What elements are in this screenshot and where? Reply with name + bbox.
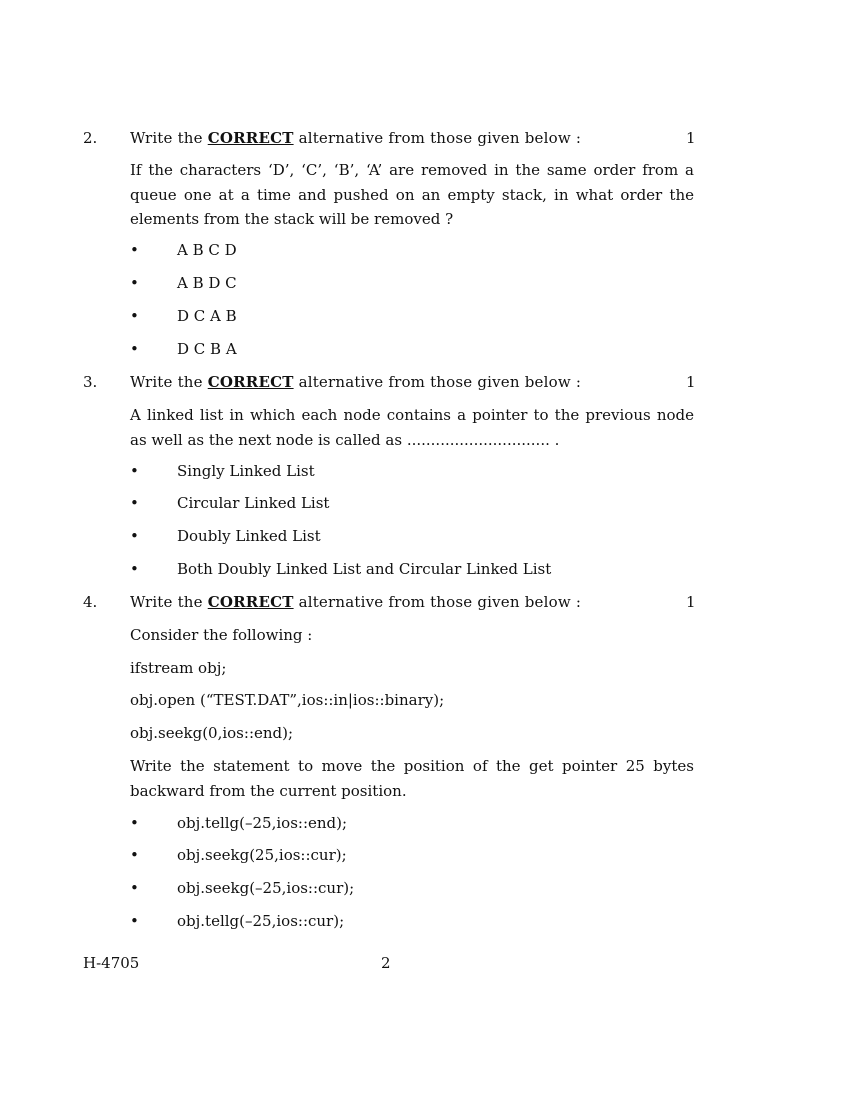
option-d: D C B A [177, 340, 237, 358]
question-number: 3. [83, 373, 98, 391]
question-marks: 1 [686, 593, 696, 611]
option-d: Both Doubly Linked List and Circular Linked List [177, 560, 552, 578]
bullet-icon: • [130, 307, 139, 325]
correct-keyword: CORRECT [207, 129, 294, 147]
bullet-icon: • [130, 462, 139, 480]
option-a: obj.tellg(–25,ios::end); [177, 814, 348, 832]
bullet-icon: • [130, 814, 139, 832]
bullet-icon: • [130, 494, 139, 512]
bullet-icon: • [130, 527, 139, 545]
option-b: obj.seekg(25,ios::cur); [177, 846, 347, 864]
question-stem: If the characters ‘D’, ‘C’, ‘B’, ‘A’ are removed in the same order from a queue one at a time and pushed on an empty stack, in what order the elements from the stack will be removed ? [130, 161, 694, 228]
option-b: A B D C [177, 274, 237, 292]
question-marks: 1 [686, 129, 696, 147]
question-intro: Consider the following : [130, 626, 313, 644]
question-instruction: Write the CORRECT alternative from those given below : [130, 593, 582, 611]
bullet-icon: • [130, 560, 139, 578]
option-c: Doubly Linked List [177, 527, 321, 545]
option-d: obj.tellg(–25,ios::cur); [177, 912, 345, 930]
bullet-icon: • [130, 241, 139, 259]
bullet-icon: • [130, 879, 139, 897]
bullet-icon: • [130, 340, 139, 358]
bullet-icon: • [130, 846, 139, 864]
option-c: D C A B [177, 307, 237, 325]
bullet-icon: • [130, 274, 139, 292]
question-stem: A linked list in which each node contains a pointer to the previous node as well as the next node is called as .............................. . [130, 406, 694, 449]
option-a: Singly Linked List [177, 462, 315, 480]
paper-code: H-4705 [83, 954, 140, 972]
option-c: obj.seekg(–25,ios::cur); [177, 879, 355, 897]
option-a: A B C D [177, 241, 237, 259]
question-number: 4. [83, 593, 98, 611]
question-marks: 1 [686, 373, 696, 391]
option-b: Circular Linked List [177, 494, 330, 512]
code-line-1: ifstream obj; [130, 659, 227, 677]
question-instruction: Write the CORRECT alternative from those given below : [130, 129, 582, 147]
bullet-icon: • [130, 912, 139, 930]
question-instruction: Write the CORRECT alternative from those given below : [130, 373, 582, 391]
correct-keyword: CORRECT [207, 593, 294, 611]
page-number: 2 [381, 954, 391, 972]
code-line-3: obj.seekg(0,ios::end); [130, 724, 294, 742]
question-number: 2. [83, 129, 98, 147]
correct-keyword: CORRECT [207, 373, 294, 391]
code-line-2: obj.open (“TEST.DAT”,ios::in|ios::binary); [130, 691, 445, 709]
question-stem: Write the statement to move the position of the get pointer 25 bytes backward from the current position. [130, 757, 694, 800]
